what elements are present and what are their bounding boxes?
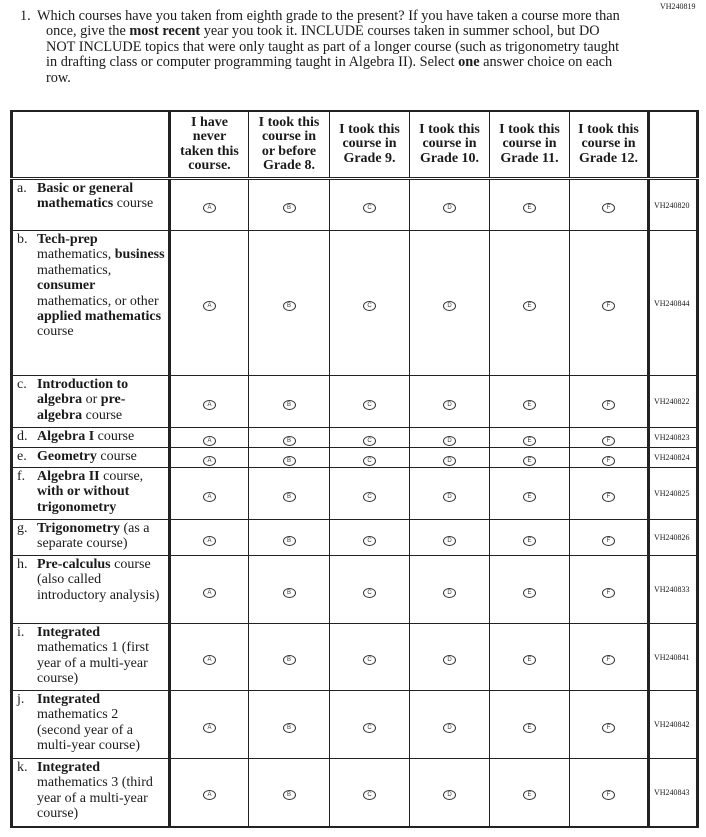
answer-bubble-b[interactable]: B xyxy=(283,536,296,546)
row-letter: c. xyxy=(17,377,27,392)
answer-bubble-b[interactable]: B xyxy=(283,492,296,502)
column-header-line: course in xyxy=(261,129,317,144)
answer-cell xyxy=(249,448,330,468)
column-header-line: course in xyxy=(581,136,636,152)
answer-bubble-f[interactable]: F xyxy=(602,723,615,733)
answer-bubble-d[interactable]: D xyxy=(443,301,456,311)
answer-bubble-e[interactable]: E xyxy=(523,456,536,466)
column-header-line: course in xyxy=(342,136,397,152)
column-header-line: I took this xyxy=(339,121,400,137)
row-letter: e. xyxy=(17,449,27,464)
column-header-line: taken this xyxy=(180,143,239,159)
answer-cell xyxy=(410,376,490,428)
answer-cell xyxy=(249,428,330,448)
answer-cell xyxy=(330,448,410,468)
answer-cell xyxy=(410,448,490,468)
answer-cell xyxy=(570,556,649,624)
course-name: Basic or general mathematics course xyxy=(37,181,154,212)
row-letter: d. xyxy=(17,429,28,444)
answer-cell xyxy=(490,179,570,231)
answer-cell xyxy=(490,691,570,759)
course-label xyxy=(12,556,170,624)
answer-cell xyxy=(490,468,570,520)
answer-bubble-d[interactable]: D xyxy=(443,588,456,598)
item-code: VH240823 xyxy=(649,428,698,448)
answer-cell xyxy=(170,520,249,556)
answer-bubble-b[interactable]: B xyxy=(283,655,296,665)
answer-bubble-f[interactable]: F xyxy=(602,400,615,410)
answer-cell xyxy=(330,428,410,448)
answer-bubble-a[interactable]: A xyxy=(203,301,216,311)
answer-bubble-c[interactable]: C xyxy=(363,301,376,311)
answer-bubble-f[interactable]: F xyxy=(602,588,615,598)
column-header-line: Grade 9. xyxy=(343,150,396,166)
table-row xyxy=(12,520,698,556)
answer-cell xyxy=(330,468,410,520)
item-code: VH240844 xyxy=(649,231,698,376)
course-name: Introduction to algebra or pre-algebra course xyxy=(37,377,129,423)
answer-bubble-f[interactable]: F xyxy=(602,536,615,546)
answer-bubble-a[interactable]: A xyxy=(203,790,216,800)
column-header-line: Grade 10. xyxy=(419,150,480,166)
answer-bubble-c[interactable]: C xyxy=(363,655,376,665)
answer-cell xyxy=(490,376,570,428)
answer-cell xyxy=(249,556,330,624)
answer-bubble-d[interactable]: D xyxy=(443,723,456,733)
answer-bubble-d[interactable]: D xyxy=(443,456,456,466)
answer-cell xyxy=(490,624,570,691)
answer-cell xyxy=(410,759,490,827)
answer-bubble-d[interactable]: D xyxy=(443,203,456,213)
answer-bubble-a[interactable]: A xyxy=(203,203,216,213)
question-prompt xyxy=(20,9,620,86)
answer-cell xyxy=(410,428,490,448)
header-code-blank xyxy=(649,111,698,179)
answer-bubble-c[interactable]: C xyxy=(363,723,376,733)
answer-cell xyxy=(330,759,410,827)
row-letter: i. xyxy=(17,625,25,640)
course-label xyxy=(12,179,170,231)
course-name: Integrated mathematics 1 (first year of a multi-year course) xyxy=(37,625,149,687)
course-name: Geometry course xyxy=(37,449,137,464)
answer-cell xyxy=(570,624,649,691)
answer-bubble-e[interactable]: E xyxy=(523,790,536,800)
answer-cell xyxy=(570,428,649,448)
answer-cell xyxy=(249,759,330,827)
column-header-f xyxy=(570,111,649,179)
answer-cell xyxy=(249,231,330,376)
course-name: Pre-calculus course (also called introductory analysis) xyxy=(37,557,160,603)
answer-bubble-e[interactable]: E xyxy=(523,400,536,410)
answer-bubble-d[interactable]: D xyxy=(443,655,456,665)
answer-cell xyxy=(570,448,649,468)
item-code: VH240825 xyxy=(649,468,698,520)
answer-bubble-d[interactable]: D xyxy=(443,436,456,446)
item-code: VH240841 xyxy=(649,624,698,691)
table-row xyxy=(12,624,698,691)
question-line: course more than once, give the xyxy=(46,8,620,40)
answer-bubble-f[interactable]: F xyxy=(602,492,615,502)
answer-bubble-c[interactable]: C xyxy=(363,492,376,502)
question-id: VH240819 xyxy=(660,2,696,11)
answer-cell xyxy=(170,179,249,231)
answer-cell xyxy=(170,759,249,827)
answer-cell xyxy=(410,179,490,231)
answer-cell xyxy=(410,624,490,691)
answer-cell xyxy=(490,556,570,624)
answer-bubble-a[interactable]: A xyxy=(203,723,216,733)
answer-cell xyxy=(330,376,410,428)
answer-bubble-d[interactable]: D xyxy=(443,492,456,502)
item-code: VH240824 xyxy=(649,448,698,468)
row-letter: k. xyxy=(17,760,28,775)
column-header-line: Grade 12. xyxy=(578,150,639,166)
answer-bubble-a[interactable]: A xyxy=(203,436,216,446)
course-label xyxy=(12,520,170,556)
course-label xyxy=(12,759,170,827)
course-name: Trigonometry (as a separate course) xyxy=(37,521,150,552)
answer-bubble-d[interactable]: D xyxy=(443,400,456,410)
answer-cell xyxy=(570,520,649,556)
answer-bubble-c[interactable]: C xyxy=(363,790,376,800)
answer-cell xyxy=(330,179,410,231)
answer-cell xyxy=(490,759,570,827)
question-line: year you took it. INCLUDE courses xyxy=(203,23,411,40)
column-header-line: course in xyxy=(422,136,477,152)
answer-cell xyxy=(170,428,249,448)
item-code: VH240820 xyxy=(649,179,698,231)
column-header-line: I have xyxy=(191,114,228,130)
answer-cell xyxy=(170,624,249,691)
row-letter: b. xyxy=(17,232,28,247)
table-row xyxy=(12,428,698,448)
answer-cell xyxy=(410,468,490,520)
question-line: part of a longer course (such as trigonometry taught in drafting class or computer xyxy=(46,38,620,71)
answer-cell xyxy=(490,520,570,556)
answer-cell xyxy=(570,231,649,376)
answer-cell xyxy=(249,468,330,520)
answer-bubble-d[interactable]: D xyxy=(443,790,456,800)
answer-bubble-b[interactable]: B xyxy=(283,723,296,733)
column-header-line: I took this xyxy=(258,114,320,130)
answer-bubble-c[interactable]: C xyxy=(363,588,376,598)
table-row xyxy=(12,468,698,520)
answer-cell xyxy=(570,468,649,520)
answer-cell xyxy=(249,520,330,556)
table-row xyxy=(12,376,698,428)
column-header-line: I took this xyxy=(419,121,480,137)
answer-cell xyxy=(170,448,249,468)
answer-cell xyxy=(170,231,249,376)
answer-cell xyxy=(570,759,649,827)
answer-cell xyxy=(410,520,490,556)
answer-bubble-a[interactable]: A xyxy=(203,456,216,466)
answer-bubble-b[interactable]: B xyxy=(283,456,296,466)
question-line: Which courses have you taken from eighth grade to the present? If you have taken a xyxy=(37,8,518,24)
answer-bubble-e[interactable]: E xyxy=(523,203,536,213)
answer-cell xyxy=(490,231,570,376)
question-text xyxy=(37,9,620,86)
course-label xyxy=(12,428,170,448)
header-blank xyxy=(12,111,170,179)
question-line: taken in summer school, but DO NOT INCLUDE topics that were only taught as xyxy=(46,23,600,55)
answer-bubble-f[interactable]: F xyxy=(602,790,615,800)
row-letter: h. xyxy=(17,557,28,572)
row-letter: f. xyxy=(17,469,26,484)
answer-cell xyxy=(490,428,570,448)
answer-bubble-e[interactable]: E xyxy=(523,492,536,502)
column-header-line: I took this xyxy=(578,121,639,137)
answer-bubble-c[interactable]: C xyxy=(363,203,376,213)
item-code: VH240843 xyxy=(649,759,698,827)
course-label xyxy=(12,448,170,468)
table-row xyxy=(12,691,698,759)
course-label xyxy=(12,624,170,691)
course-name: Algebra II course, with or without trigonometry xyxy=(37,469,144,515)
column-header-a xyxy=(170,111,249,179)
column-header-c xyxy=(330,111,410,179)
answer-bubble-b[interactable]: B xyxy=(283,203,296,213)
answer-cell xyxy=(330,624,410,691)
answer-bubble-f[interactable]: F xyxy=(602,655,615,665)
answer-cell xyxy=(330,556,410,624)
answer-cell xyxy=(410,231,490,376)
answer-bubble-b[interactable]: B xyxy=(283,588,296,598)
row-letter: a. xyxy=(17,181,27,196)
column-header-line: Grade 8. xyxy=(262,158,316,173)
course-label xyxy=(12,231,170,376)
row-letter: j. xyxy=(17,692,25,707)
answer-bubble-d[interactable]: D xyxy=(443,536,456,546)
answer-bubble-a[interactable]: A xyxy=(203,400,216,410)
answer-bubble-b[interactable]: B xyxy=(283,436,296,446)
table-row xyxy=(12,448,698,468)
course-name: Integrated mathematics 2 (second year of a multi-year course) xyxy=(37,692,141,754)
column-header-line: never xyxy=(192,129,227,144)
answer-cell xyxy=(570,376,649,428)
emphasis-most-recent: most recent xyxy=(129,23,201,40)
column-header-line: course in xyxy=(502,136,557,152)
item-code: VH240822 xyxy=(649,376,698,428)
answer-cell xyxy=(249,376,330,428)
answer-cell xyxy=(410,691,490,759)
answer-bubble-c[interactable]: C xyxy=(363,436,376,446)
table-row xyxy=(12,556,698,624)
course-name: Algebra I course xyxy=(37,429,135,444)
row-letter: g. xyxy=(17,521,28,536)
answer-cell xyxy=(170,376,249,428)
answer-cell xyxy=(249,624,330,691)
answer-bubble-e[interactable]: E xyxy=(523,436,536,446)
header-row xyxy=(12,111,698,179)
question-line: programming taught in Algebra II). Select xyxy=(213,54,455,71)
answer-bubble-e[interactable]: E xyxy=(523,588,536,598)
column-header-line: or before xyxy=(261,143,317,159)
answer-bubble-e[interactable]: E xyxy=(523,655,536,665)
column-header-e xyxy=(490,111,570,179)
course-label xyxy=(12,691,170,759)
answer-cell xyxy=(330,691,410,759)
answer-bubble-a[interactable]: A xyxy=(203,492,216,502)
answer-bubble-b[interactable]: B xyxy=(283,400,296,410)
course-label xyxy=(12,376,170,428)
column-header-line: I took this xyxy=(499,121,560,137)
column-header-b xyxy=(249,111,330,179)
course-response-grid xyxy=(10,110,699,828)
table-row xyxy=(12,179,698,231)
answer-bubble-e[interactable]: E xyxy=(523,301,536,311)
answer-cell xyxy=(249,691,330,759)
answer-bubble-b[interactable]: B xyxy=(283,790,296,800)
answer-bubble-e[interactable]: E xyxy=(523,723,536,733)
item-code: VH240842 xyxy=(649,691,698,759)
answer-bubble-c[interactable]: C xyxy=(363,456,376,466)
column-header-d xyxy=(410,111,490,179)
answer-bubble-c[interactable]: C xyxy=(363,400,376,410)
column-header-line: course. xyxy=(188,158,231,173)
answer-bubble-c[interactable]: C xyxy=(363,536,376,546)
answer-cell xyxy=(410,556,490,624)
item-code: VH240833 xyxy=(649,556,698,624)
answer-cell xyxy=(170,691,249,759)
emphasis-one: one xyxy=(458,54,480,71)
answer-bubble-e[interactable]: E xyxy=(523,536,536,546)
table-row xyxy=(12,759,698,827)
column-header-line: Grade 11. xyxy=(500,150,559,166)
answer-bubble-f[interactable]: F xyxy=(602,436,615,446)
answer-cell xyxy=(170,468,249,520)
answer-bubble-b[interactable]: B xyxy=(283,301,296,311)
answer-cell xyxy=(570,179,649,231)
item-code: VH240826 xyxy=(649,520,698,556)
answer-cell xyxy=(330,231,410,376)
answer-bubble-a[interactable]: A xyxy=(203,588,216,598)
question-number: 1. xyxy=(20,8,31,24)
question-line: answer choice on each row. xyxy=(46,54,613,86)
table-row xyxy=(12,231,698,376)
answer-bubble-a[interactable]: A xyxy=(203,655,216,665)
answer-bubble-f[interactable]: F xyxy=(602,203,615,213)
answer-bubble-f[interactable]: F xyxy=(602,456,615,466)
answer-cell xyxy=(170,556,249,624)
answer-cell xyxy=(249,179,330,231)
answer-bubble-f[interactable]: F xyxy=(602,301,615,311)
answer-cell xyxy=(330,520,410,556)
answer-bubble-a[interactable]: A xyxy=(203,536,216,546)
course-label xyxy=(12,468,170,520)
answer-cell xyxy=(570,691,649,759)
answer-cell xyxy=(490,448,570,468)
course-name: Tech-prep mathematics, business mathematics, consumer mathematics, or other applied mathematics course xyxy=(37,232,165,340)
course-name: Integrated mathematics 3 (third year of a multi-year course) xyxy=(37,760,153,822)
